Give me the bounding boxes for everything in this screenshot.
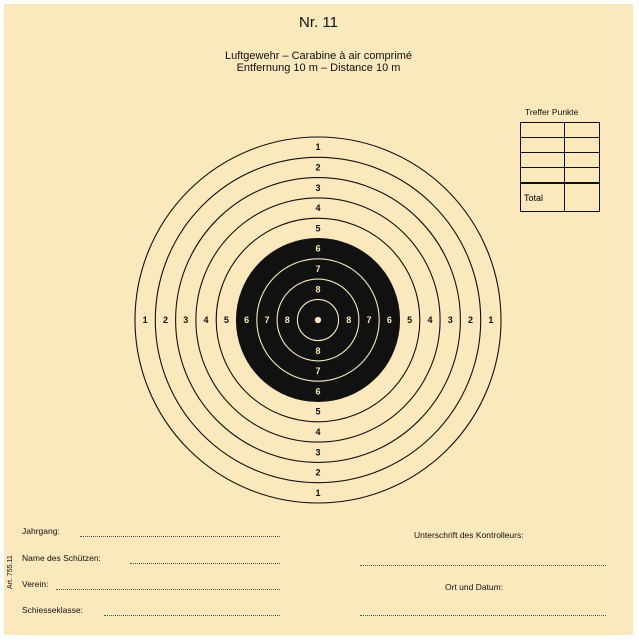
name-input-line[interactable] (130, 563, 280, 564)
verein-label: Verein: (22, 579, 49, 589)
ring-number-right: 6 (386, 315, 392, 325)
ring-number-bottom: 8 (315, 345, 321, 356)
name-field (22, 553, 105, 563)
ring-number-bottom: 4 (315, 426, 321, 437)
ring-number-top: 6 (315, 243, 321, 254)
target-rings (4, 4, 633, 635)
ring-number-right: 8 (346, 315, 352, 325)
center-dot (315, 317, 320, 322)
ring-number-top: 3 (315, 182, 321, 193)
ring-number-top: 4 (315, 203, 321, 214)
ring-number-left: 6 (244, 315, 250, 325)
total-label: Total (521, 183, 565, 212)
ring-number-bottom: 7 (315, 366, 321, 377)
ort-datum-field (445, 582, 507, 592)
ring-number-left: 7 (264, 315, 270, 325)
unterschrift-input-line[interactable] (360, 565, 606, 566)
ring-number-top: 7 (315, 263, 321, 274)
ring-number-left: 5 (223, 315, 229, 325)
target-number-title: Nr. 11 (299, 14, 338, 31)
verein-field (22, 579, 52, 589)
ring-number-bottom: 1 (315, 487, 321, 498)
ring-number-right: 2 (468, 315, 474, 325)
article-number: Art. 755.11 (7, 555, 14, 589)
unterschrift-label: Unterschrift des Kontrolleurs: (414, 530, 524, 540)
score-box-header: Treffer Punkte (525, 107, 579, 117)
klasse-label: Schiesseklasse: (22, 605, 83, 615)
verein-input-line[interactable] (56, 589, 280, 590)
ring-number-left: 2 (162, 315, 168, 325)
ring-number-right: 4 (427, 315, 433, 325)
ring-number-left: 1 (142, 315, 148, 325)
ort-datum-label: Ort und Datum: (445, 582, 504, 592)
ring-number-top: 1 (315, 142, 321, 153)
jahrgang-input-line[interactable] (80, 536, 280, 537)
target-sheet (4, 4, 633, 635)
ring-number-right: 1 (488, 315, 494, 325)
ring-number-bottom: 6 (315, 386, 321, 397)
ring-number-left: 8 (284, 315, 290, 325)
ort-datum-input-line[interactable] (360, 615, 606, 616)
jahrgang-field (22, 526, 64, 536)
ring-number-left: 4 (203, 315, 209, 325)
ring-number-right: 7 (366, 315, 372, 325)
klasse-field (22, 605, 87, 615)
unterschrift-field (414, 530, 528, 540)
klasse-input-line[interactable] (104, 615, 280, 616)
ring-number-top: 5 (315, 223, 321, 234)
ring-number-right: 3 (447, 315, 453, 325)
ring-number-bottom: 2 (315, 467, 321, 478)
ring-number-bottom: 3 (315, 447, 321, 458)
name-label: Name des Schützen: (22, 553, 101, 563)
distance-line: Entfernung 10 m – Distance 10 m (236, 62, 401, 74)
ring-number-bottom: 5 (315, 406, 321, 417)
jahrgang-label: Jahrgang: (22, 526, 60, 536)
ring-number-top: 2 (315, 162, 321, 173)
ring-number-right: 5 (407, 315, 413, 325)
ring-number-top: 8 (315, 284, 321, 295)
target-type-line: Luftgewehr – Carabine à air comprimé (224, 50, 413, 62)
ring-number-left: 3 (183, 315, 189, 325)
